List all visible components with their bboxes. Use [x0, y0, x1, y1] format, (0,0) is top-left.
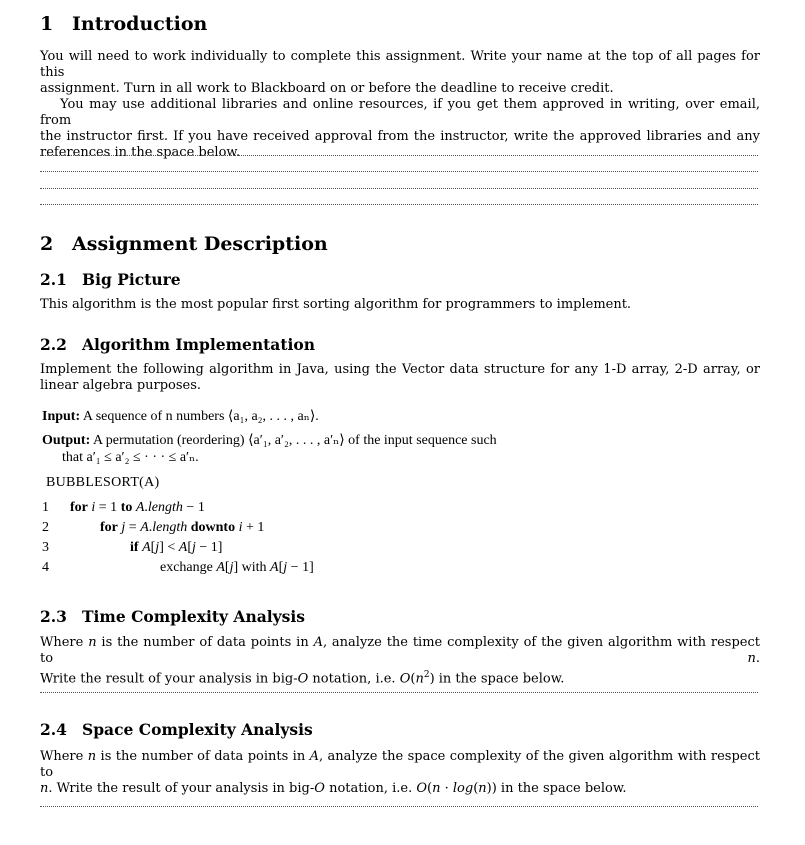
- intro-text-2: You may use additional libraries and online resources, if you get them approved in writing, over email, from: [40, 97, 760, 128]
- answer-line-1[interactable]: [40, 155, 758, 156]
- input-text: A sequence of n numbers ⟨a₁, a₂, . . . , aₙ⟩.: [82, 409, 319, 424]
- space-complexity-answer-line[interactable]: [40, 806, 758, 807]
- intro-text-1b: assignment. Turn in all work to Blackboard on or before the deadline to receive credit.: [40, 81, 614, 96]
- time-complexity-answer-line[interactable]: [40, 692, 758, 693]
- answer-line-4[interactable]: [40, 204, 758, 205]
- output-text-continued: that a′₁ ≤ a′₂ ≤ · · · ≤ a′ₙ.: [62, 450, 199, 465]
- subsection-number-2-3: 2.3: [40, 607, 67, 626]
- time-complexity-text-2: Write the result of your analysis in big-O notation, i.e. $O(n^2)$ in the space below.: [40, 670, 565, 687]
- subsection-title-big-picture: Big Picture: [82, 270, 181, 289]
- line-number: 4: [42, 560, 49, 575]
- subsection-number-2-2: 2.2: [40, 335, 67, 354]
- section-title-introduction: Introduction: [72, 13, 208, 35]
- intro-paragraph: [40, 49, 760, 161]
- space-complexity-text-1: Where n is the number of data points in A, analyze the space complexity of the given algorithm with respect to: [40, 749, 760, 780]
- algorithm-input: [42, 408, 319, 425]
- big-picture-text: This algorithm is the most popular first sorting algorithm for programmers to implement.: [40, 297, 632, 312]
- intro-text-2c: references in the space below.: [40, 145, 241, 160]
- subsection-title-algorithm-impl: Algorithm Implementation: [82, 335, 315, 354]
- subsection-number-2-1: 2.1: [40, 270, 67, 289]
- algorithm-impl-text: [40, 362, 760, 394]
- subsection-title-time-complexity: Time Complexity Analysis: [82, 607, 306, 626]
- intro-text-1: You will need to work individually to complete this assignment. Write your name at the top of all pages for this: [40, 49, 760, 80]
- time-complexity-text: [40, 635, 760, 687]
- section-title-assignment: Assignment Description: [72, 233, 328, 255]
- procedure-name: BUBBLESORT(A): [46, 475, 160, 490]
- subsection-title-space-complexity: Space Complexity Analysis: [82, 720, 313, 739]
- algorithm-impl-text-2: linear algebra purposes.: [40, 378, 202, 393]
- line-number: 1: [42, 500, 49, 515]
- section-number-1: 1: [40, 13, 54, 35]
- intro-text-2b: the instructor first. If you have received approval from the instructor, write the approved libraries and any: [40, 129, 760, 144]
- output-label: Output:: [42, 433, 91, 448]
- section-number-2: 2: [40, 233, 54, 255]
- line-number: 3: [42, 540, 49, 555]
- output-text: A permutation (reordering) ⟨a′₁, a′₂, . . . , a′ₙ⟩ of the input sequence such: [92, 433, 497, 448]
- time-complexity-text-1: Where n is the number of data points in A, analyze the time complexity of the given algorithm with respect to n.: [40, 635, 760, 666]
- answer-line-3[interactable]: [40, 188, 758, 189]
- line-number: 2: [42, 520, 49, 535]
- bubblesort-algorithm: Input: A sequence of n numbers ⟨a₁, a₂, . . . , aₙ⟩. Output: A permutation (reordering) ⟨a′₁, a′₂, . . . , a′ₙ⟩ of the input sequence such that a′₁ ≤ a′₂ ≤ · · · ≤ a′ₙ. BUBBLESORT(A) 1 for i = 1 to A.length − 1 2 for j = A.length downto i + 1 3 if A[j] < A[j − 1] 4 exchange A[j] with A[j − 1]: [42, 409, 497, 575]
- algorithm-output: [42, 432, 497, 449]
- answer-line-2[interactable]: [40, 171, 758, 172]
- subsection-number-2-4: 2.4: [40, 720, 67, 739]
- algorithm-impl-text-1: Implement the following algorithm in Java, using the Vector data structure for any 1-D array, 2-D array, or: [40, 362, 760, 377]
- space-complexity-text-2: n. Write the result of your analysis in big-O notation, i.e. O(n · log(n)) in the space below.: [40, 781, 627, 796]
- input-label: Input:: [42, 409, 81, 424]
- space-complexity-text: [40, 749, 760, 797]
